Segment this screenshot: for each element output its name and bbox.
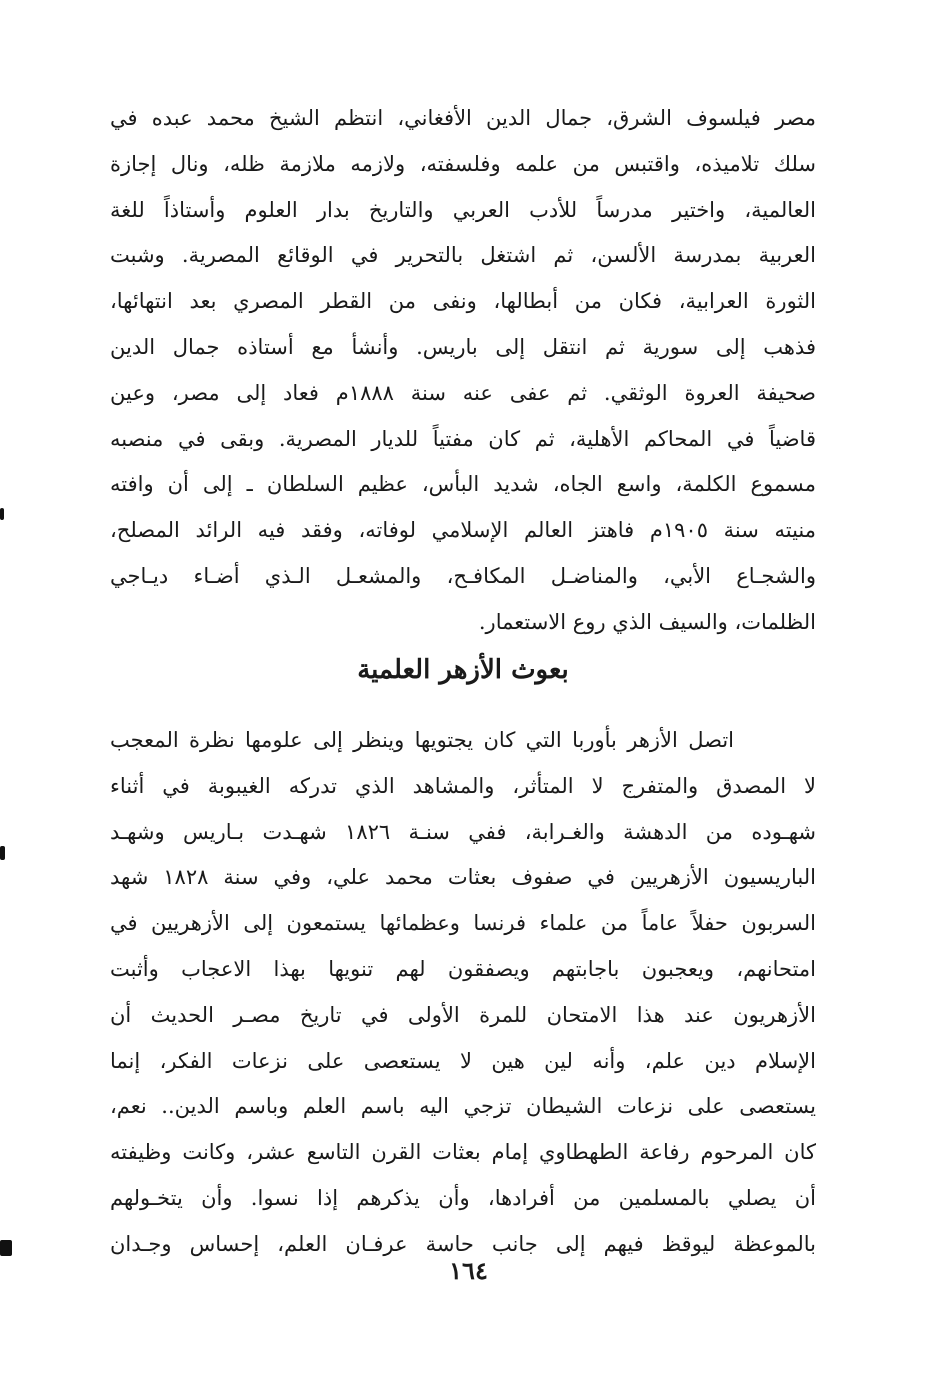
paragraph-biography [110, 96, 816, 646]
text-line: مصر فيلسوف الشرق، جمال الدين الأفغاني، انتظم الشيخ محمد عبده في [110, 106, 816, 130]
text-line: الثورة العرابية، فكان من أبطالها، ونفى من القطر المصري بعد انتهائها، [110, 289, 816, 314]
paragraph-azhar-missions [110, 718, 816, 1268]
section-heading: بعوث الأزهر العلمية [357, 655, 569, 685]
text-line: مسموع الكلمة، واسع الجاه، شديد البأس، عظيم السلطان ـ إلى أن وافته [110, 472, 816, 497]
text-line: قاضياً في المحاكم الأهلية، ثم كان مفتياً للديار المصرية. وبقى في منصبه [110, 426, 816, 451]
text-line: الباريسيون الأزهريين في صفوف بعثات محمد علي، وفي سنة ١٨٢٨ شهد [110, 865, 816, 890]
scan-edge-mark [0, 508, 4, 520]
text-line: صحيفة العروة الوثقي. ثم عفى عنه سنة ١٨٨٨م فعاد إلى مصر، وعين [110, 380, 816, 405]
text-line: الأزهريون عند هذا الامتحان للمرة الأولى في تاريخ مصـر الحديث أن [110, 1002, 816, 1027]
text-line: سلك تلاميذه، واقتبس من علمه وفلسفته، ولازمه ملازمة ظله، ونال إجازة [110, 151, 816, 176]
text-line: الإسلام دين علم، وأنه لين هين لا يستعصى على نزعات الفكر، إنما [110, 1048, 816, 1073]
text-line: منيته سنة ١٩٠٥م فاهتز العالم الإسلامي لوفاته، وفقد فيه الرائد المصلح، [110, 518, 816, 543]
text-line: امتحانهم، ويعجبون باجابتهم ويصفقون لهم تنويها بهذا الاعجاب وأثبت [110, 956, 816, 981]
text-line: فذهب إلى سورية ثم انتقل إلى باريس. وأنشأ مع أستاذه جمال الدين [110, 334, 816, 359]
text-line: السربون حفلاً عاماً من علماء فرنسا وعظمائها يستمعون إلى الأزهريين في [110, 911, 816, 936]
text-line: بالموعظة ليوقظ فيهم إلى جانب حاسة عرفـان العلم، إحساس وجـدان [110, 1231, 816, 1256]
text-line: اتصل الأزهر بأوربا التي كان يجتويها وينظر إلى علومها نظرة المعجب [110, 728, 734, 752]
page-number: ١٦٤ [449, 1256, 488, 1285]
text-line: العالمية، واختير مدرساً للأدب العربي والتاريخ بدار العلوم وأستاذاً للغة [110, 197, 816, 222]
text-line: لا المصدق والمتفرج لا المتأثر، والمشاهد الذي تدركه الغيبوبة في أثناء [110, 773, 816, 798]
text-line: العربية بمدرسة الألسن، ثم اشتغل بالتحرير في الوقائع المصرية. وشبت [110, 243, 816, 268]
text-line: والشجـاع الأبي، والمناضـل المكافـح، والمشعـل الـذي أضـاء ديـاجي [110, 563, 816, 588]
text-line: يستعصى على نزعات الشيطان تزجي اليه باسم العلم وباسم الدين.. نعم، [110, 1094, 816, 1119]
scan-edge-mark [0, 846, 5, 860]
scan-edge-mark [0, 1240, 12, 1256]
text-line: شهـوده من الدهشة والغـرابة، ففي سنـة ١٨٢٦ شهـدت بـاريس وشهـد [110, 819, 816, 844]
text-line: الظلمات، والسيف الذي روع الاستعمار. [478, 609, 816, 634]
text-line: كان المرحوم رفاعة الطهطاوي إمام بعثات القرن التاسع عشر، وكانت وظيفته [110, 1140, 816, 1165]
text-line: أن يصلي بالمسلمين من أفرادها، وأن يذكرهم إذا نسوا. وأن يتخـولهم [110, 1185, 816, 1210]
